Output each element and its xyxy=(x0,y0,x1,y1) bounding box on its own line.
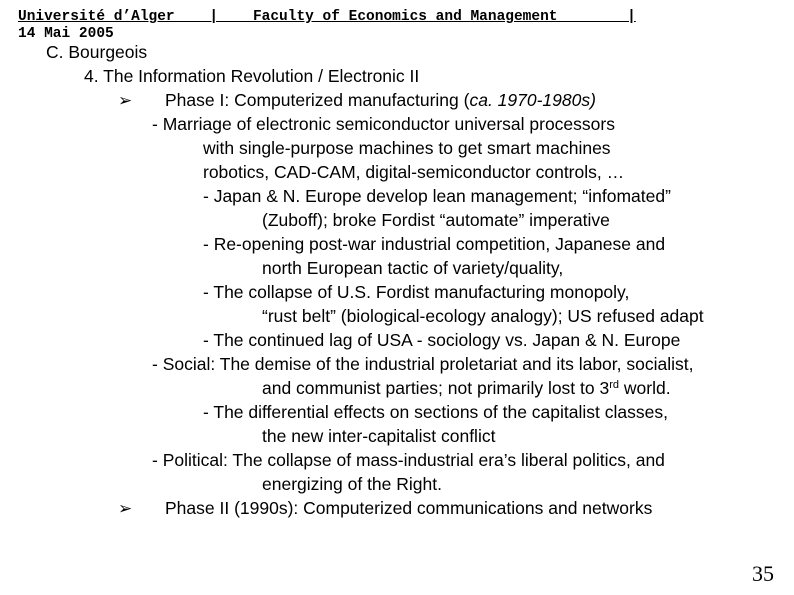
outline-line: - Social: The demise of the industrial proletariat and its labor, socialist, xyxy=(152,354,694,374)
outline-line: - Re-opening post-war industrial competition, Japanese and xyxy=(203,234,666,254)
arrow-bullet-icon: ➢ xyxy=(118,499,133,518)
outline-line: energizing of the Right. xyxy=(262,474,442,494)
outline-line: (Zuboff); broke Fordist “automate” imperative xyxy=(262,210,610,230)
outline-line: robotics, CAD-CAM, digital-semiconductor controls, … xyxy=(203,162,625,182)
outline-line: - The differential effects on sections of the capitalist classes, xyxy=(203,402,668,422)
outline-line: north European tactic of variety/quality, xyxy=(262,258,564,278)
subsection-heading: 4. The Information Revolution / Electronic II xyxy=(84,66,420,86)
outline-line: - The collapse of U.S. Fordist manufacturing monopoly, xyxy=(203,282,630,302)
arrow-bullet-icon: ➢ xyxy=(118,91,133,110)
outline-line xyxy=(262,380,671,398)
outline-line-text: and communist parties; not primarily lost to 3 xyxy=(262,378,610,398)
header-date: 14 Mai 2005 xyxy=(18,26,114,42)
phase1-dates: ca. 1970-1980s) xyxy=(469,90,596,110)
outline-line: - Japan & N. Europe develop lean management; “infomated” xyxy=(203,186,671,206)
phase2-heading: Phase II (1990s): Computerized communications and networks xyxy=(165,498,653,518)
header-institution-line: Université d’Alger | Faculty of Economics and Management | xyxy=(18,9,636,25)
outline-line: - Marriage of electronic semiconductor universal processors xyxy=(152,114,615,134)
phase1-heading xyxy=(165,92,596,110)
outline-line: - The continued lag of USA - sociology vs. Japan & N. Europe xyxy=(203,330,681,350)
phase1-label: Phase I: Computerized manufacturing ( xyxy=(165,90,470,110)
outline-line-text-end: world. xyxy=(619,378,671,398)
outline-line: - Political: The collapse of mass-industrial era’s liberal politics, and xyxy=(152,450,665,470)
superscript-rd: rd xyxy=(609,379,620,391)
outline-line: “rust belt” (biological-ecology analogy); US refused adapt xyxy=(262,306,704,326)
outline-line: the new inter-capitalist conflict xyxy=(262,426,496,446)
outline-line: with single-purpose machines to get smart machines xyxy=(203,138,611,158)
section-heading: C. Bourgeois xyxy=(46,42,148,62)
page-number: 35 xyxy=(752,561,774,586)
